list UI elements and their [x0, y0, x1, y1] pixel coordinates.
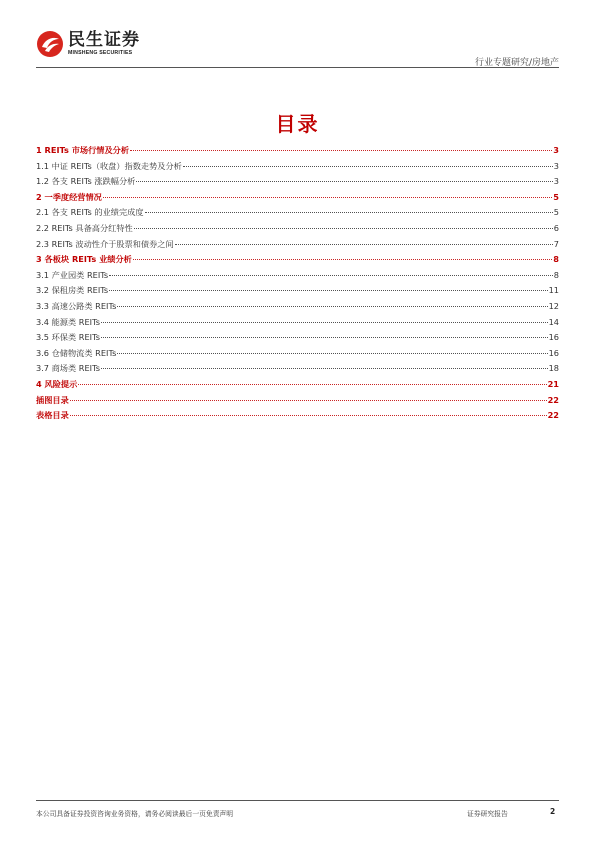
- toc-entry-page: 21: [547, 378, 559, 389]
- toc-entry-label: 2 一季度经营情况: [36, 191, 102, 202]
- toc-entry-label: 1.2 各支 REITs 涨跌幅分析: [36, 176, 136, 187]
- footer-divider: [36, 800, 559, 801]
- toc-entry-label: 插图目录: [36, 394, 69, 405]
- toc-entry-page: 16: [548, 332, 559, 343]
- toc-dot-leader: [133, 259, 552, 260]
- toc-entry-page: 22: [547, 394, 559, 405]
- toc-entry-label: 表格目录: [36, 410, 69, 421]
- toc-entry-label: 3.1 产业园类 REITs: [36, 269, 109, 280]
- toc-entry-page: 6: [553, 222, 559, 233]
- toc-dot-leader: [117, 306, 547, 307]
- toc-entry-page: 18: [548, 363, 559, 374]
- toc-entry[interactable]: [36, 299, 559, 315]
- toc-dot-leader: [101, 337, 548, 338]
- toc-entry[interactable]: [36, 252, 559, 268]
- toc-entry-label: 3.2 保租房类 REITs: [36, 285, 109, 296]
- toc-entry-page: 8: [553, 254, 559, 265]
- toc-entry[interactable]: [36, 361, 559, 377]
- toc-dot-leader: [130, 150, 552, 151]
- toc-entry[interactable]: [36, 330, 559, 346]
- toc-entry[interactable]: [36, 205, 559, 221]
- toc-entry-label: 3.7 商场类 REITs: [36, 363, 100, 374]
- toc-entry[interactable]: [36, 268, 559, 284]
- logo-english-name: MINSHENG SECURITIES: [68, 50, 133, 56]
- toc-dot-leader: [145, 212, 553, 213]
- toc-dot-leader: [101, 368, 548, 369]
- toc-dot-leader: [117, 353, 547, 354]
- toc-dot-leader: [70, 400, 547, 401]
- toc-entry[interactable]: [36, 283, 559, 299]
- toc-dot-leader: [109, 290, 547, 291]
- toc-dot-leader: [70, 415, 547, 416]
- toc-entry[interactable]: [36, 190, 559, 206]
- minsheng-logo-icon: [36, 30, 64, 58]
- toc-dot-leader: [134, 228, 553, 229]
- toc-entry-page: 8: [553, 269, 559, 280]
- toc-entry-page: 7: [553, 238, 559, 249]
- company-logo: [36, 30, 140, 58]
- toc-entry-page: 12: [548, 300, 559, 311]
- toc-entry-label: 3.4 能源类 REITs: [36, 316, 100, 327]
- footer-disclaimer: 本公司具备证券投资咨询业务资格，请务必阅读最后一页免责声明: [36, 810, 234, 818]
- toc-dot-leader: [109, 275, 553, 276]
- footer-report-label: 证券研究报告: [467, 810, 508, 818]
- toc-entry[interactable]: [36, 159, 559, 175]
- report-type: 行业专题研究/房地产: [474, 58, 559, 68]
- footer-page-number: 2: [550, 807, 556, 816]
- toc-dot-leader: [103, 197, 552, 198]
- toc-entry-label: 1 REITs 市场行情及分析: [36, 145, 130, 155]
- toc-entry-label: 3.5 环保类 REITs: [36, 332, 100, 343]
- toc-entry-label: 1.1 中证 REITs（收盘）指数走势及分析: [36, 160, 182, 171]
- toc-entry[interactable]: [36, 237, 559, 253]
- toc-entry-label: 2.1 各支 REITs 的业绩完成度: [36, 207, 144, 218]
- table-of-contents: [36, 143, 559, 424]
- toc-dot-leader: [101, 322, 548, 323]
- toc-entry-label: 2.3 REITs 波动性介于股票和债券之间: [36, 238, 174, 249]
- page-title: 目录: [275, 112, 320, 136]
- toc-entry-page: 3: [553, 145, 559, 155]
- toc-entry[interactable]: [36, 174, 559, 190]
- toc-entry[interactable]: [36, 315, 559, 331]
- page-header: [36, 30, 559, 70]
- toc-entry-page: 16: [548, 347, 559, 358]
- toc-entry-page: 22: [547, 410, 559, 421]
- toc-entry[interactable]: [36, 393, 559, 409]
- toc-entry[interactable]: [36, 346, 559, 362]
- toc-entry[interactable]: [36, 143, 559, 159]
- toc-dot-leader: [78, 384, 546, 385]
- toc-entry-page: 5: [553, 191, 559, 202]
- toc-entry[interactable]: [36, 221, 559, 237]
- toc-dot-leader: [175, 244, 553, 245]
- toc-entry[interactable]: [36, 408, 559, 424]
- header-divider: [36, 67, 559, 68]
- toc-entry-page: 3: [553, 160, 559, 171]
- toc-entry-page: 11: [548, 285, 559, 296]
- toc-entry-label: 3.3 高速公路类 REITs: [36, 300, 117, 311]
- toc-entry[interactable]: [36, 377, 559, 393]
- toc-entry-page: 5: [553, 207, 559, 218]
- toc-entry-page: 3: [553, 176, 559, 187]
- toc-dot-leader: [183, 166, 553, 167]
- toc-dot-leader: [136, 181, 552, 182]
- toc-entry-label: 3.6 仓储物流类 REITs: [36, 347, 117, 358]
- toc-entry-label: 4 风险提示: [36, 378, 78, 389]
- toc-entry-page: 14: [548, 316, 559, 327]
- logo-chinese-name: 民生证券: [68, 30, 140, 50]
- toc-entry-label: 2.2 REITs 具备高分红特性: [36, 222, 133, 233]
- toc-entry-label: 3 各板块 REITs 业绩分析: [36, 254, 132, 265]
